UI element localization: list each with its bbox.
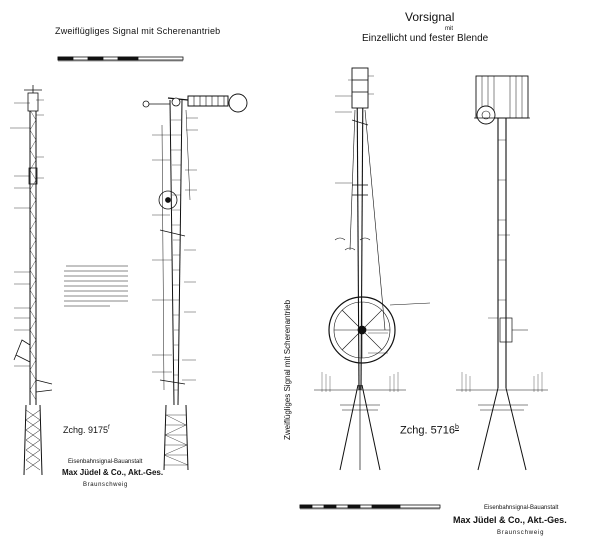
left-drawing-number (63, 425, 110, 435)
distant-signal-front-view (456, 76, 548, 470)
left-drawing-title: Zweiflügliges Signal mit Scherenantrieb (55, 26, 221, 36)
right-drawing-subtitle: Einzellicht und fester Blende (362, 33, 489, 44)
right-scale-bar (300, 505, 440, 509)
right-company-name: Eisenbahnsignal-Bauanstalt (484, 505, 559, 511)
left-company-name: Eisenbahnsignal-Bauanstalt (68, 459, 143, 465)
right-drawing-number-text: Zchg. 5716 (400, 424, 456, 437)
distant-signal-side-view (314, 68, 430, 470)
right-drawing-suffix: b (455, 424, 459, 431)
left-firm-name: Max Jüdel & Co., Akt.-Ges. (62, 468, 164, 477)
right-drawing-mit: mit (445, 26, 453, 32)
left-scale-bar (58, 57, 183, 61)
left-city: Braunschweig (83, 482, 128, 488)
left-notes-block (64, 266, 128, 306)
right-firm-name: Max Jüdel & Co., Akt.-Ges. (453, 515, 567, 525)
right-vertical-title: Zweiflügliges Signal mit Scherenantrieb (283, 299, 292, 440)
right-city: Braunschweig (497, 530, 545, 536)
mast-front-view-1 (10, 85, 52, 475)
left-drawing-suffix: f (108, 425, 110, 431)
right-drawing-title: Vorsignal (405, 10, 455, 24)
right-drawing-number (400, 424, 459, 437)
left-drawing-number-text: Zchg. 9175 (63, 425, 109, 435)
mast-side-view-1 (143, 94, 247, 470)
